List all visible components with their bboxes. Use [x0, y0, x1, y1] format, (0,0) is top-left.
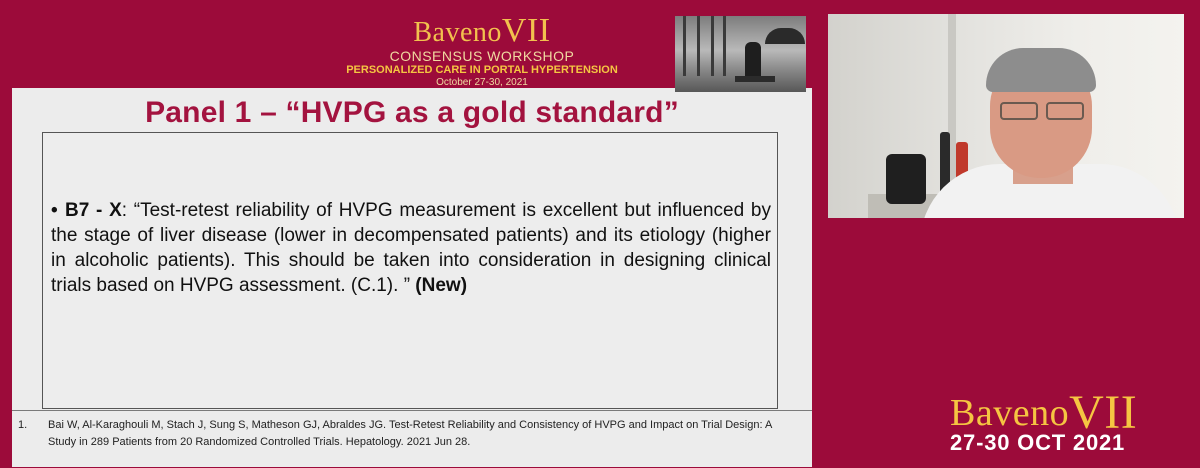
logo-brand-roman: VII: [1069, 386, 1138, 439]
bullet-statement: [51, 198, 771, 298]
slide-header: [12, 12, 812, 88]
logo-brand-word: Baveno: [950, 392, 1070, 434]
bullet-tag: (New): [415, 275, 468, 296]
footnote-text: Bai W, Al-Karaghouli M, Stach J, Sung S, Matheson GJ, Abraldes JG. Test-Retest Reliability and Consistency of HVPG and Impact on Trial Design: A Study in 289 Patients from 20 Randomized Controlled Trials. Hepatology. 2021 Jun 28.: [48, 419, 772, 448]
bullet-dot: •: [51, 200, 58, 221]
bullet-code: B7 - X: [65, 200, 122, 221]
presentation-slide: [12, 12, 812, 467]
logo-word: [950, 382, 1137, 437]
speaker-webcam: [828, 14, 1184, 218]
panel-title: Panel 1 – “HVPG as a gold standard”: [145, 96, 679, 129]
footnote: [12, 410, 812, 468]
banner-brand-word: Baveno: [413, 17, 502, 48]
header-photo: [675, 16, 806, 92]
logo-date: 27-30 OCT 2021: [950, 430, 1126, 455]
baveno-banner-title: [282, 12, 682, 49]
footnote-number: 1.: [18, 419, 28, 431]
bullet-text: : “Test-retest reliability of HVPG measurement is excellent but influenced by the stage of liver disease (lower in decompensated patients) and its etiology (higher in alcoholic patients). This should be taken into consideration in designing clinical trials based on HVPG assessment. (C.1). ”: [51, 200, 771, 296]
banner-subtitle: CONSENSUS WORKSHOP: [389, 48, 575, 64]
baveno-corner-logo: [950, 380, 1190, 460]
content-box: [42, 132, 778, 409]
banner-theme: PERSONALIZED CARE IN PORTAL HYPERTENSION: [346, 64, 618, 76]
banner-dates: October 27-30, 2021: [436, 77, 528, 88]
baveno-banner: [282, 12, 682, 88]
banner-brand-roman: VII: [501, 12, 551, 49]
